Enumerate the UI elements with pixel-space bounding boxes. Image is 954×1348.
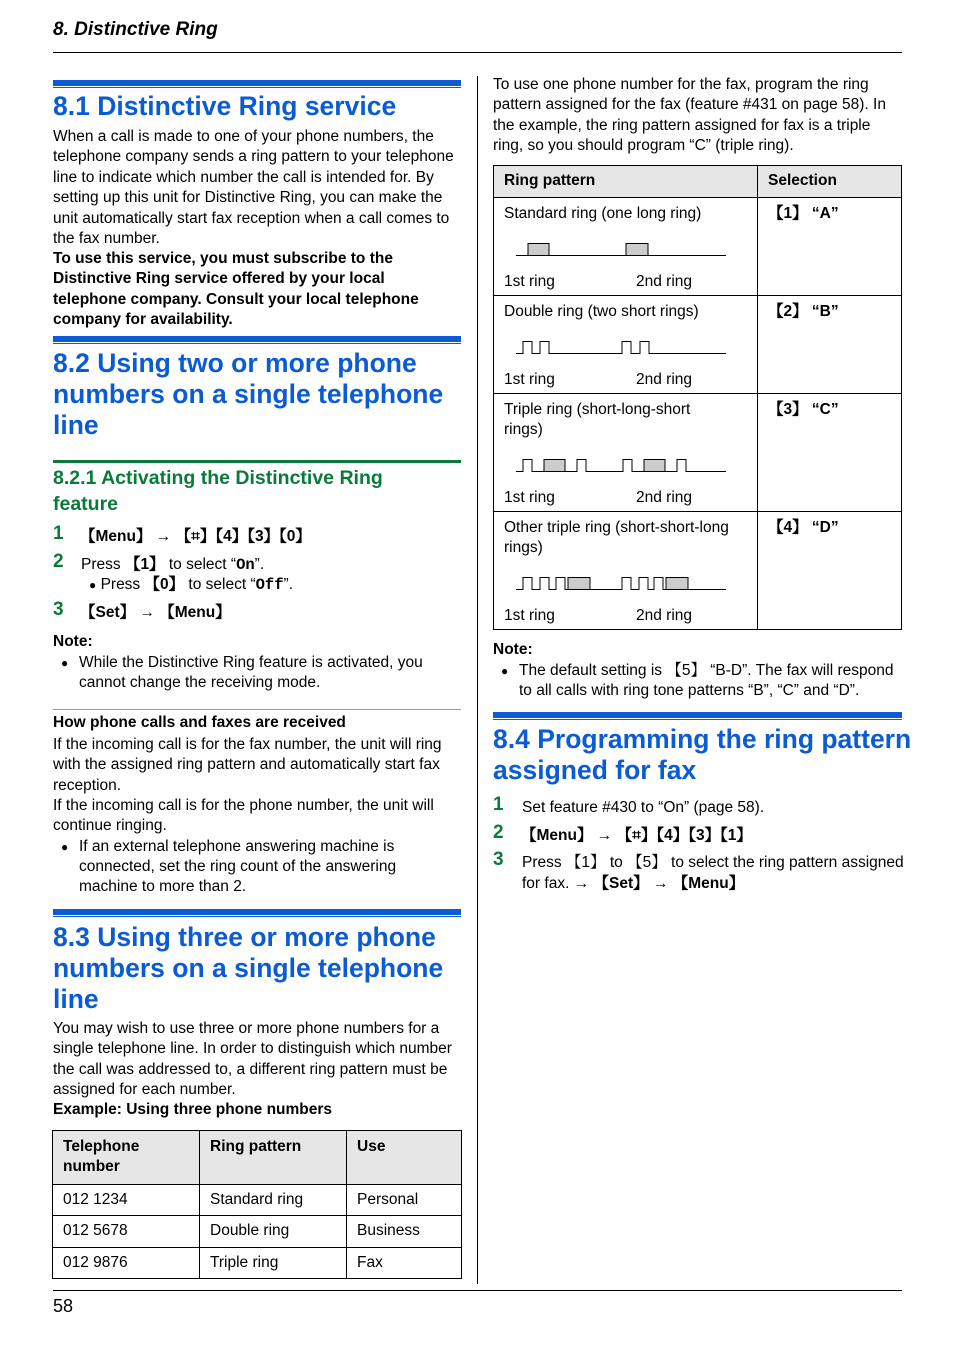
ring-label: 1st ring xyxy=(504,489,555,506)
step-number: 1 xyxy=(493,794,504,815)
bullet-icon: ● xyxy=(61,656,69,670)
ring-desc: rings) xyxy=(504,539,543,556)
footer-rule xyxy=(53,1290,902,1291)
section-8-4-title-2: assigned for fax xyxy=(493,755,697,785)
ring-desc: Other triple ring (short-short-long xyxy=(504,519,729,536)
bullet-icon: ● xyxy=(501,664,509,678)
step-number: 3 xyxy=(493,849,504,870)
key-sequence: 【⌗】【4】【3】【1】 xyxy=(616,827,752,844)
table-header: Ring pattern xyxy=(200,1131,347,1185)
table-cell: Fax xyxy=(347,1247,462,1278)
selection-cell: 【1】 “A” xyxy=(758,198,902,296)
example-label: Example: Using three phone numbers xyxy=(53,1101,333,1118)
set-key: 【Set】 xyxy=(80,604,136,621)
section-8-1-body: When a call is made to one of your phone numbers, the telephone company sends a ring pattern to your telephone line to indicate which number the call is intended for. By setting up this unit for Distinctive Ring, you can make the unit automatically start fax reception when a call comes to the fax number. xyxy=(53,128,454,248)
ring-pattern-table xyxy=(493,165,902,630)
arrow-icon: → xyxy=(139,604,155,621)
how-bullet-line: machine to more than 2. xyxy=(79,878,247,895)
selection-cell: 【3】 “C” xyxy=(758,394,902,512)
table-row xyxy=(494,198,902,296)
menu-key: 【Menu】 xyxy=(159,604,231,621)
table-header: Selection xyxy=(758,166,902,198)
section-8-3-title-3: line xyxy=(53,984,99,1014)
arrow-icon: → xyxy=(573,875,590,892)
ring-label: 2nd ring xyxy=(636,371,693,388)
section-bar xyxy=(53,909,461,917)
ring-label: 2nd ring xyxy=(636,607,693,624)
step-number: 2 xyxy=(53,551,64,572)
table-row xyxy=(53,1247,462,1278)
table-cell: 012 1234 xyxy=(53,1184,200,1215)
subsection-bar xyxy=(53,460,461,463)
ring-pattern-a-icon xyxy=(516,240,726,260)
step-3-line-1: Press 【1】 to 【5】 to select the ring pattern assigned xyxy=(522,854,904,871)
table-row xyxy=(494,512,902,630)
section-8-3-body: You may wish to use three or more phone numbers for a single telephone line. In order to distinguish which number the call was addressed to, a different ring pattern must be assigned for each number. xyxy=(53,1020,452,1099)
step-1-text: Set feature #430 to “On” (page 58). xyxy=(522,799,765,816)
table-header: Telephone number xyxy=(53,1131,200,1185)
subsection-8-2-1-title-1: 8.2.1 Activating the Distinctive Ring xyxy=(53,467,383,489)
step-number: 3 xyxy=(53,599,64,620)
step-number: 2 xyxy=(493,822,504,843)
section-bar xyxy=(493,712,902,720)
key-sequence: 【⌗】【4】【3】【0】 xyxy=(175,528,311,545)
phone-number-table xyxy=(52,1130,462,1279)
ring-desc: Standard ring (one long ring) xyxy=(504,205,702,222)
arrow-icon: → xyxy=(652,875,669,892)
right-intro: To use one phone number for the fax, program the ring pattern assigned for the fax (feature #431 on page 58). In the example, the ring pattern assigned for fax is a triple ring, so you should program “C” (triple ring). xyxy=(493,76,886,155)
how-body-1: If the incoming call is for the fax number, the unit will ring with the assigned ring pattern and automatically start fax reception. xyxy=(53,736,442,794)
section-8-4-title-1: 8.4 Programming the ring pattern xyxy=(493,724,912,754)
ring-desc: rings) xyxy=(504,421,543,438)
ring-label: 1st ring xyxy=(504,607,555,624)
note-line: cannot change the receiving mode. xyxy=(79,674,321,691)
step-2-keys xyxy=(521,826,752,846)
menu-key: 【Menu】 xyxy=(80,528,152,545)
table-row xyxy=(53,1216,462,1247)
step-3-line-2: for fax. → 【Set】 → 【Menu】 xyxy=(522,875,745,892)
table-cell: Business xyxy=(347,1216,462,1247)
how-bullet-line: connected, set the ring count of the answering xyxy=(79,858,397,875)
section-8-2-title-2: numbers on a single telephone xyxy=(53,379,444,409)
running-header: 8. Distinctive Ring xyxy=(53,19,218,40)
table-cell: 012 9876 xyxy=(53,1247,200,1278)
table-row xyxy=(494,296,902,394)
section-8-2-title-3: line xyxy=(53,410,99,440)
table-cell: 012 5678 xyxy=(53,1216,200,1247)
table-header: Ring pattern xyxy=(494,166,758,198)
note-label: Note: xyxy=(493,641,533,658)
how-title: How phone calls and faxes are received xyxy=(53,714,346,731)
section-8-3-title-2: numbers on a single telephone xyxy=(53,953,444,983)
divider xyxy=(53,709,461,710)
set-key: 【Set】 xyxy=(593,875,649,892)
table-cell: Personal xyxy=(347,1184,462,1215)
section-bar xyxy=(53,80,461,88)
arrow-icon: → xyxy=(155,528,172,545)
step-2-subbullet: ● Press 【0】 to select “Off”. xyxy=(89,576,293,594)
menu-key: 【Menu】 xyxy=(672,875,745,892)
how-bullet-line: If an external telephone answering machine is xyxy=(79,838,395,855)
note-line: The default setting is 【5】 “B-D”. The fax will respond xyxy=(519,662,894,679)
table-row xyxy=(494,394,902,512)
section-8-3-title-1: 8.3 Using three or more phone xyxy=(53,922,436,952)
column-divider xyxy=(477,76,478,1284)
subsection-8-2-1-title-2: feature xyxy=(53,493,119,515)
how-body-2: If the incoming call is for the phone number, the unit will continue ringing. xyxy=(53,797,434,835)
section-bar xyxy=(53,336,461,344)
page-number: 58 xyxy=(53,1296,74,1316)
step-2-text: Press 【1】 to select “On”. xyxy=(81,556,265,574)
selection-cell: 【4】 “D” xyxy=(758,512,902,630)
step-number: 1 xyxy=(53,523,64,544)
note-line: to all calls with ring tone patterns “B”, “C” and “D”. xyxy=(519,682,860,699)
table-cell: Standard ring xyxy=(200,1184,347,1215)
menu-key: 【Menu】 xyxy=(521,827,593,844)
note-line: While the Distinctive Ring feature is activated, you xyxy=(79,654,423,671)
table-cell: Double ring xyxy=(200,1216,347,1247)
ring-pattern-d-icon xyxy=(516,574,726,594)
section-8-1-title: 8.1 Distinctive Ring service xyxy=(53,91,397,121)
table-cell: Triple ring xyxy=(200,1247,347,1278)
section-8-1-bold: To use this service, you must subscribe to the Distinctive Ring service offered by your local telephone company. Consult your local telephone company for availability. xyxy=(53,250,419,329)
ring-label: 1st ring xyxy=(504,371,555,388)
ring-pattern-b-icon xyxy=(516,338,726,358)
ring-label: 1st ring xyxy=(504,273,555,290)
table-header: Use xyxy=(347,1131,462,1185)
bullet-icon: ● xyxy=(61,840,69,854)
step-3-keys xyxy=(80,603,231,623)
section-8-2-title-1: 8.2 Using two or more phone xyxy=(53,348,417,378)
ring-label: 2nd ring xyxy=(636,489,693,506)
ring-pattern-c-icon xyxy=(516,456,726,476)
step-1-keys xyxy=(80,527,311,547)
bullet-icon: ● xyxy=(89,578,97,592)
ring-desc: Double ring (two short rings) xyxy=(504,303,699,320)
header-rule xyxy=(53,52,902,53)
table-row xyxy=(53,1184,462,1215)
selection-cell: 【2】 “B” xyxy=(758,296,902,394)
ring-desc: Triple ring (short-long-short xyxy=(504,401,691,418)
ring-label: 2nd ring xyxy=(636,273,693,290)
note-label: Note: xyxy=(53,633,93,650)
arrow-icon: → xyxy=(596,827,613,844)
